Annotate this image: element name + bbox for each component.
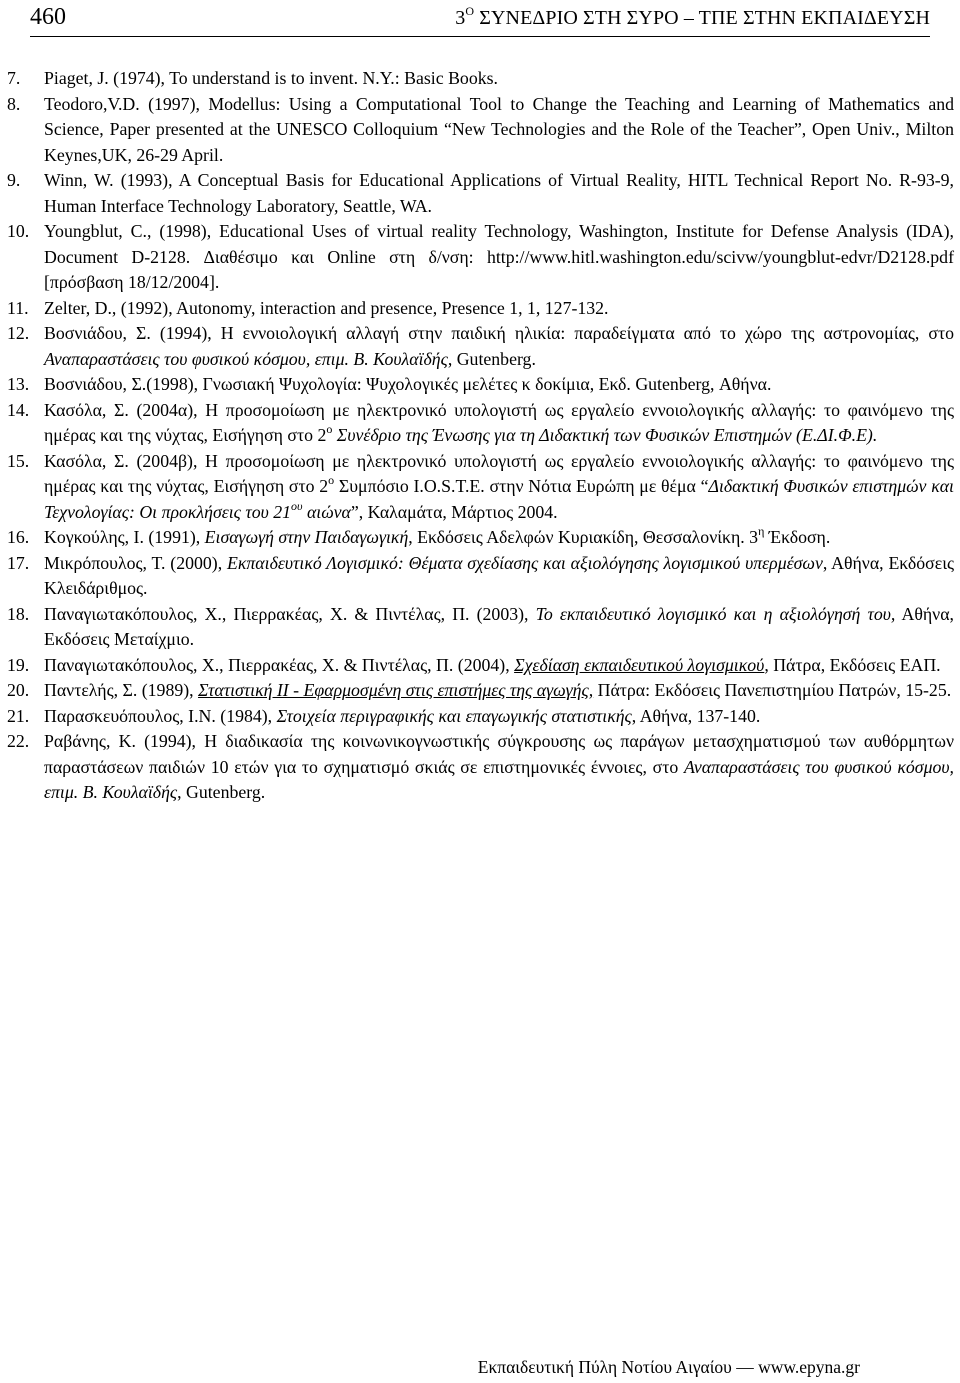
reference-number: 19. [7,654,30,675]
reference-item [7,219,954,296]
reference-number: 7. [7,68,21,88]
reference-text: Βοσνιάδου, Σ.(1998), Γνωσιακή Ψυχολογία: Ψυχολογικές μελέτες κ δοκίμια, Εκδ. Gutenberg, Αθήνα. [44,374,772,394]
page-footer: Εκπαιδευτική Πύλη Νοτίου Αιγαίου — www.epyna.gr [477,1357,860,1377]
reference-text: Παναγιωτακόπουλος, Χ., Πιερρακέας, Χ. & Πιντέλας, Π. (2004), Σχεδίαση εκπαιδευτικού λογισμικού, Πάτρα, Εκδόσεις ΕΑΠ. [44,654,941,675]
reference-text: Youngblut, C., (1998), Educational Uses of virtual reality Technology, Washington, Institute for Defense Analysis (IDA), Document D-2128. Διαθέσιμο και Online στη δ/νση: http://www.hitl.washington.edu/scivw/youngblut-edvr/D2128.pdf [πρόσβαση 18/12/2004]. [44,221,954,292]
reference-number: 10. [7,221,30,241]
page-header [30,2,930,37]
reference-text: Παντελής, Σ. (1989), Στατιστική ΙΙ - Εφαρμοσμένη στις επιστήμες της αγωγής, Πάτρα: Εκδόσεις Πανεπιστημίου Πατρών, 15-25. [44,680,952,700]
reference-text: Κασόλα, Σ. (2004α), Η προσομοίωση με ηλεκτρονικό υπολογιστή ως εργαλείο εννοιολογικής αλλαγής: το φαινόμενο της ημέρας και της νύχτας, Εισήγηση στο $2^o$ Συνέδριο της Ένωσης για τη Διδακτική των Φυσικών Επιστημών (Ε.ΔΙ.Φ.Ε). [44,399,954,445]
reference-text: Piaget, J. (1974), To understand is to invent. N.Y.: Basic Books. [44,68,498,88]
reference-item [7,296,954,322]
reference-item [7,729,955,806]
reference-number: 22. [7,731,30,751]
page-number: 460 [30,4,66,30]
reference-text: Παρασκευόπουλος, Ι.Ν. (1984), Στοιχεία περιγραφικής και επαγωγικής στατιστικής, Αθήνα, 137-140. [44,705,761,726]
reference-item [7,66,954,92]
reference-number: 18. [7,603,30,624]
reference-item [7,449,955,526]
reference-text: Βοσνιάδου, Σ. (1994), Η εννοιολογική αλλαγή στην παιδική ηλικία: παραδείγματα από το χώρο της αστρονομίας, στο Αναπαραστάσεις του φυσικού κόσμου, επιμ. Β. Κουλαϊδής, Gutenberg. [44,323,954,369]
reference-number: 21. [7,705,30,726]
reference-number: 15. [7,450,30,471]
reference-number: 9. [7,170,21,190]
reference-number: 11. [7,297,29,318]
reference-text: Παναγιωτακόπουλος, Χ., Πιερρακέας, Χ. & Πιντέλας, Π. (2003), Το εκπαιδευτικό λογισμικό και η αξιολόγησή του, Αθήνα, Εκδόσεις Μεταίχμιο. [44,603,954,649]
reference-item [7,168,954,219]
reference-item [7,551,955,602]
reference-number: 16. [7,527,30,547]
running-title: $3^O$ ΣΥΝΕΔΡΙΟ ΣΤΗ ΣΥΡΟ – ΤΠΕ ΣΤΗΝ ΕΚΠΑΙΔΕΥΣΗ [455,4,930,29]
reference-text: Ραβάνης, Κ. (1994), Η διαδικασία της κοινωνικογνωστικής σύγκρουσης ως παράγων μετασχηματισμού των αυθόρμητων παραστάσεων παιδιών 10 ετών για το σχηματισμό σκιάς σε επιστημονικές έννοιες, στο Αναπαραστάσεις του φυσικού κόσμου, επιμ. Β. Κουλαϊδής, Gutenberg. [44,731,955,802]
reference-number: 20. [7,680,30,700]
reference-item [7,678,954,704]
reference-item [7,704,954,730]
reference-number: 12. [7,323,30,343]
reference-text: Κασόλα, Σ. (2004β), Η προσομοίωση με ηλεκτρονικό υπολογιστή ως εργαλείο εννοιολογικής αλλαγής: το φαινόμενο της ημέρας και της νύχτας, Εισήγηση στο $2^o$ Συμπόσιο I.O.S.T.E. στην Νότια Ευρώπη με θέμα “Διδακτική Φυσικών επιστημών και Τεχνολογίας: Οι προκλήσεις του $21^{o\upsilon}$ αιώνα”, Καλαμάτα, Μάρτιος 2004. [44,450,955,522]
reference-text: Κογκούλης, Ι. (1991), Εισαγωγή στην Παιδαγωγική, Εκδόσεις Αδελφών Κυριακίδη, Θεσσαλονίκη. $3^\eta$ Έκδοση. [44,524,831,547]
reference-number: 8. [7,93,21,114]
reference-item [7,602,954,653]
reference-text: Zelter, D., (1992), Autonomy, interaction and presence, Presence 1, 1, 127-132. [44,297,609,318]
reference-item [7,653,954,679]
reference-item [7,92,954,169]
reference-number: 14. [7,399,30,420]
reference-text: Teodoro,V.D. (1997), Modellus: Using a Computational Tool to Change the Teaching and Learning of Mathematics and Science, Paper presented at the UNESCO Colloquium “New Technologies and the Role of the Teacher”, Open Univ., Milton Keynes,UK, 26-29 April. [44,93,954,165]
reference-item [7,398,954,449]
reference-text: Μικρόπουλος, Τ. (2000), Εκπαιδευτικό Λογισμικό: Θέματα σχεδίασης και αξιολόγησης λογισμικού υπερμέσων, Αθήνα, Εκδόσεις Κλειδάριθμος. [44,552,955,598]
reference-item [7,524,954,551]
reference-list [7,66,955,806]
reference-number: 17. [7,552,30,573]
reference-text: Winn, W. (1993), A Conceptual Basis for Educational Applications of Virtual Reality, HITL Technical Report No. R-93-9, Human Interface Technology Laboratory, Seattle, WA. [44,170,954,216]
reference-item [7,321,954,372]
reference-number: 13. [7,374,30,394]
reference-item [7,372,954,398]
